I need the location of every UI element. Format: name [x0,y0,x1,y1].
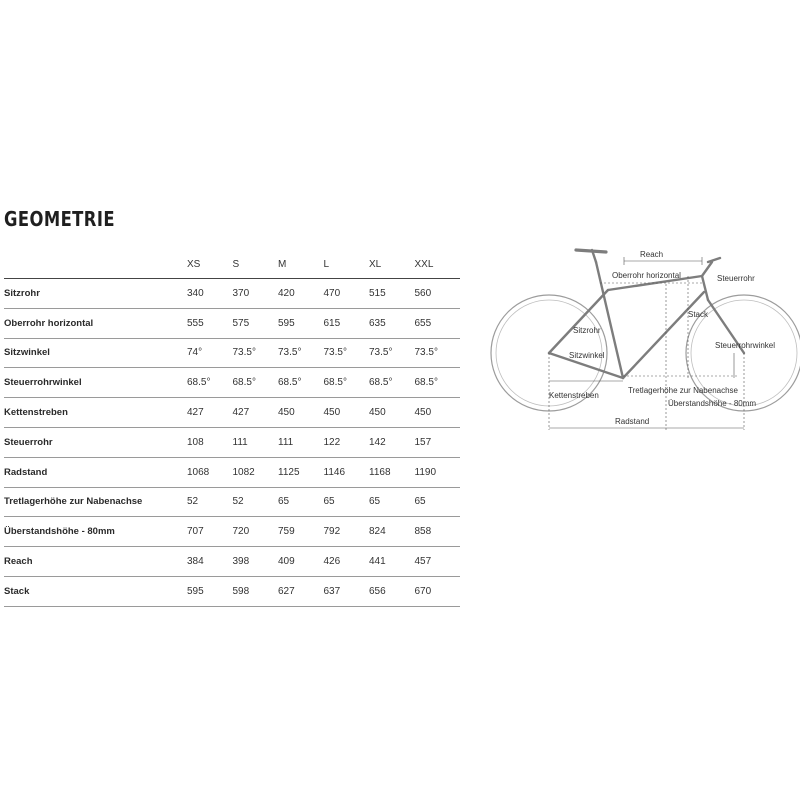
table-row [4,427,460,457]
row-value: 515 [369,279,415,309]
row-value: 450 [415,398,461,428]
row-value: 65 [369,487,415,517]
row-value: 384 [187,547,233,577]
size-header: M [278,250,324,279]
row-value: 1082 [233,457,279,487]
label-stack: Stack [688,310,709,319]
row-value: 52 [233,487,279,517]
table-row [4,308,460,338]
size-header: XL [369,250,415,279]
row-value: 68.5° [324,368,370,398]
row-value: 441 [369,547,415,577]
row-value: 73.5° [415,338,461,368]
row-label: Oberrohr horizontal [4,308,187,338]
row-value: 598 [233,576,279,606]
row-value: 450 [278,398,324,428]
row-value: 65 [415,487,461,517]
bike-geometry-diagram [480,240,800,440]
row-value: 1168 [369,457,415,487]
label-reach: Reach [640,250,664,259]
row-value: 595 [278,308,324,338]
size-header: XXL [415,250,461,279]
row-value: 1125 [278,457,324,487]
row-value: 627 [278,576,324,606]
size-header: XS [187,250,233,279]
row-value: 73.5° [369,338,415,368]
bike-diagram-svg [480,240,800,440]
row-label: Kettenstreben [4,398,187,428]
label-sitzrohr: Sitzrohr [573,326,601,335]
table-row [4,547,460,577]
row-value: 635 [369,308,415,338]
row-value: 656 [369,576,415,606]
label-radstand: Radstand [615,417,650,426]
row-label: Steuerrohrwinkel [4,368,187,398]
row-value: 65 [278,487,324,517]
row-value: 655 [415,308,461,338]
label-tretlager: Tretlagerhöhe zur Nabenachse [628,386,738,395]
table-row [4,398,460,428]
label-oberrohr: Oberrohr horizontal [612,271,681,280]
table-row [4,338,460,368]
row-value: 108 [187,427,233,457]
row-value: 858 [415,517,461,547]
row-value: 759 [278,517,324,547]
row-value: 1068 [187,457,233,487]
header-label-cell [4,250,187,279]
row-value: 409 [278,547,324,577]
row-value: 142 [369,427,415,457]
row-value: 65 [324,487,370,517]
row-label: Überstandshöhe - 80mm [4,517,187,547]
page-title: GEOMETRIE [4,207,115,231]
row-value: 122 [324,427,370,457]
row-value: 1190 [415,457,461,487]
row-label: Steuerrohr [4,427,187,457]
row-value: 73.5° [324,338,370,368]
row-value: 68.5° [187,368,233,398]
row-value: 427 [187,398,233,428]
label-sitzwinkel: Sitzwinkel [569,351,605,360]
row-value: 426 [324,547,370,577]
row-value: 450 [324,398,370,428]
row-value: 450 [369,398,415,428]
label-steuerrohr: Steuerrohr [717,274,755,283]
row-value: 615 [324,308,370,338]
table-row [4,457,460,487]
table-row [4,576,460,606]
row-value: 111 [233,427,279,457]
row-value: 555 [187,308,233,338]
row-value: 74° [187,338,233,368]
row-value: 68.5° [369,368,415,398]
row-value: 157 [415,427,461,457]
row-label: Sitzrohr [4,279,187,309]
row-value: 670 [415,576,461,606]
row-label: Tretlagerhöhe zur Nabenachse [4,487,187,517]
label-steuerrohrwinkel: Steuerrohrwinkel [715,341,776,350]
table-row [4,279,460,309]
table-row [4,487,460,517]
header-row [4,250,460,279]
row-value: 595 [187,576,233,606]
row-value: 68.5° [278,368,324,398]
row-value: 370 [233,279,279,309]
row-label: Reach [4,547,187,577]
size-header: S [233,250,279,279]
row-value: 637 [324,576,370,606]
row-value: 457 [415,547,461,577]
row-value: 111 [278,427,324,457]
table-row [4,368,460,398]
row-value: 52 [187,487,233,517]
label-kettenstreben: Kettenstreben [549,391,599,400]
row-value: 470 [324,279,370,309]
row-value: 68.5° [415,368,461,398]
row-label: Stack [4,576,187,606]
row-value: 824 [369,517,415,547]
row-value: 792 [324,517,370,547]
row-value: 1146 [324,457,370,487]
row-value: 575 [233,308,279,338]
row-value: 560 [415,279,461,309]
size-header: L [324,250,370,279]
row-label: Radstand [4,457,187,487]
row-value: 68.5° [233,368,279,398]
row-value: 420 [278,279,324,309]
row-label: Sitzwinkel [4,338,187,368]
row-value: 720 [233,517,279,547]
row-value: 73.5° [233,338,279,368]
row-value: 398 [233,547,279,577]
geometry-table [4,250,460,607]
row-value: 340 [187,279,233,309]
row-value: 707 [187,517,233,547]
label-ueberstand: Überstandshöhe - 80mm [668,399,757,408]
row-value: 73.5° [278,338,324,368]
table-row [4,517,460,547]
row-value: 427 [233,398,279,428]
